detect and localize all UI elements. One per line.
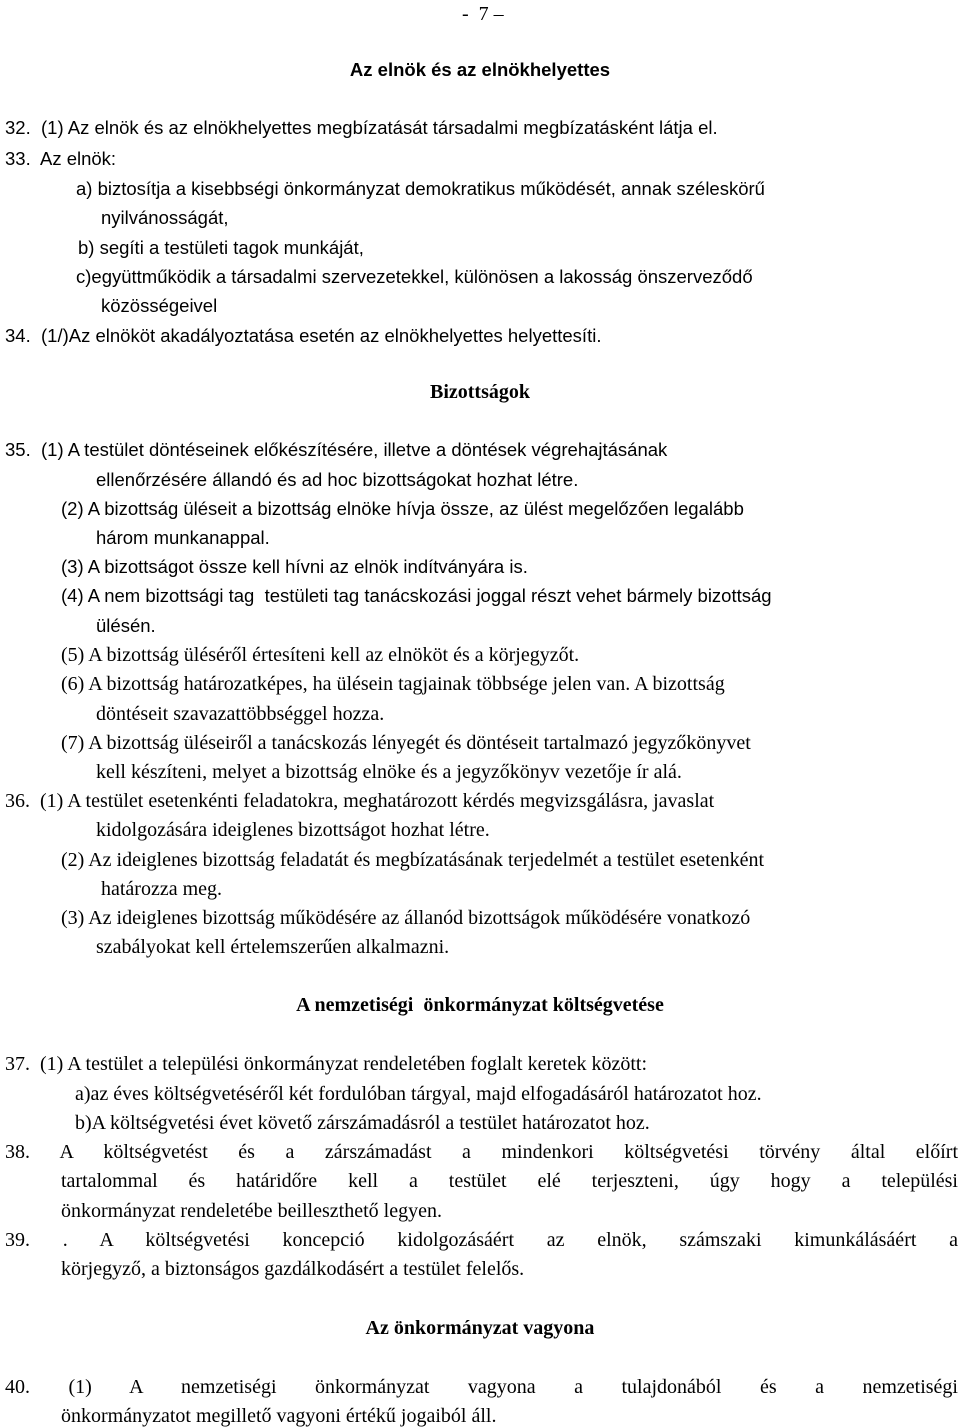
section-35-1-line1: 35. (1) A testület döntéseinek előkészítésére, illetve a döntések végrehajtásának (5, 439, 668, 460)
section-35-6-line2: döntéseit szavazattöbbséggel hozza. (96, 703, 385, 725)
section-38-line3: önkormányzat rendeletébe beilleszthető legyen. (61, 1200, 442, 1222)
section-40-line1: 40. (1) A nemzetiségi önkormányzat vagyona a tulajdonából és a nemzetiségi (5, 1376, 958, 1398)
section-32: 32. (1) Az elnök és az elnökhelyettes megbízatását társadalmi megbízatásként látja el. (5, 117, 718, 138)
section-35-7-line2: kell készíteni, melyet a bizottság elnöke és a jegyzőkönyv vezetője ír alá. (96, 761, 682, 783)
section-33-c-line2: közösségeivel (101, 295, 218, 316)
section-38-line2: tartalommal és határidőre kell a testület elé terjeszteni, úgy hogy a települési (61, 1170, 958, 1192)
section-36-1-line2: kidolgozására ideiglenes bizottságot hozhat létre. (96, 819, 490, 841)
section-35-7-line1: (7) A bizottság üléseiről a tanácskozás lényegét és döntéseit tartalmazó jegyzőkönyvet (61, 732, 751, 754)
heading-bizottsagok: Bizottságok (430, 381, 530, 403)
section-33-c-line1: c)együttműködik a társadalmi szervezetekkel, különösen a lakosság önszerveződő (76, 266, 753, 287)
section-38-line1: 38. A költségvetést és a zárszámadást a mindenkori költségvetési törvény által előírt (5, 1141, 958, 1163)
heading-vagyon: Az önkormányzat vagyona (365, 1317, 595, 1339)
section-35-3: (3) A bizottságot össze kell hívni az elnök indítványára is. (61, 556, 528, 577)
section-36-3-line2: szabályokat kell értelemszerűen alkalmazni. (96, 936, 450, 958)
section-39-line2: körjegyző, a biztonságos gazdálkodásért a testület felelős. (61, 1258, 525, 1280)
section-35-1-line2: ellenőrzésére állandó és ad hoc bizottságokat hozhat létre. (96, 469, 579, 490)
section-37: 37. (1) A testület a települési önkormányzat rendeletében foglalt keretek között: (5, 1053, 648, 1075)
section-35-4-line2: ülésén. (96, 615, 156, 636)
heading-koltsegvetes: A nemzetiségi önkormányzat költségvetése (296, 994, 664, 1016)
section-33-a-line2: nyilvánosságát, (101, 207, 229, 228)
section-35-5: (5) A bizottság üléséről értesíteni kell az elnököt és a körjegyzőt. (61, 644, 580, 666)
section-39-line1: 39. . A költségvetési koncepció kidolgozásáért az elnök, számszaki kimunkálásáért a (5, 1229, 958, 1251)
section-35-6-line1: (6) A bizottság határozatképes, ha ülésein tagjainak többsége jelen van. A bizottság (61, 673, 725, 695)
section-37-a: a)az éves költségvetéséről két fordulóban tárgyal, majd elfogadásáról határozatot hoz. (75, 1083, 762, 1105)
section-35-2-line1: (2) A bizottság üléseit a bizottság elnöke hívja össze, az ülést megelőzően legalább (61, 498, 744, 519)
section-33-b: b) segíti a testületi tagok munkáját, (78, 237, 364, 258)
section-36-1-line1: 36. (1) A testület esetenkénti feladatokra, meghatározott kérdés megvizsgálásra, javaslat (5, 790, 715, 812)
section-37-b: b)A költségvetési évet követő zárszámadásról a testület határozatot hoz. (75, 1112, 650, 1134)
section-36-2-line2: határozza meg. (101, 878, 223, 900)
page-number: - 7 – (462, 3, 504, 25)
section-34: 34. (1/)Az elnököt akadályoztatása esetén az elnökhelyettes helyettesíti. (5, 325, 602, 346)
section-40-line2: önkormányzatot megillető vagyoni értékű jogaiból áll. (61, 1405, 497, 1427)
section-33: 33. Az elnök: (5, 148, 117, 169)
section-36-3-line1: (3) Az ideiglenes bizottság működésére az állanód bizottságok működésére vonatkozó (61, 907, 751, 929)
section-36-2-line1: (2) Az ideiglenes bizottság feladatát és megbízatásának terjedelmét a testület esetenként (61, 849, 765, 871)
heading-elnok: Az elnök és az elnökhelyettes (349, 59, 611, 80)
section-35-4-line1: (4) A nem bizottsági tag testületi tag tanácskozási joggal részt vehet bármely bizottság (61, 585, 772, 606)
section-33-a-line1: a) biztosítja a kisebbségi önkormányzat demokratikus működését, annak széleskörű (76, 178, 765, 199)
section-35-2-line2: három munkanappal. (96, 527, 270, 548)
